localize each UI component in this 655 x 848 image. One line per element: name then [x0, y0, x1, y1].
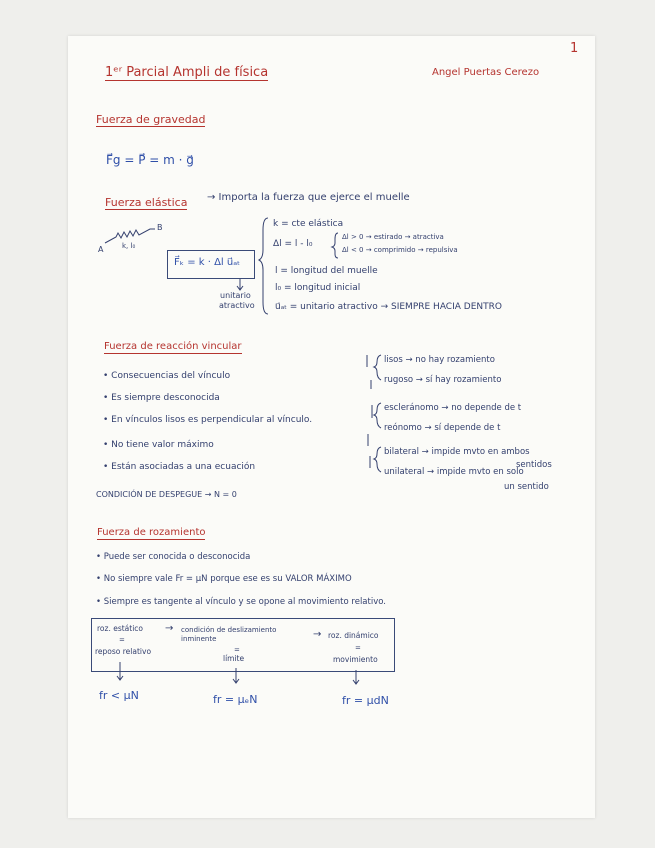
state-imminent-eq: = [234, 646, 240, 654]
type-bilateral: bilateral → impide mvto en ambos [384, 447, 530, 457]
state-imminent-bottom: límite [223, 654, 245, 663]
result-static: fr < μN [99, 689, 139, 702]
rozamiento-bullet-2: • No siempre vale Fr = μN porque ese es su VALOR MÁXIMO [96, 574, 352, 584]
arrow-2: → [313, 629, 322, 640]
def-l: l = longitud del muelle [275, 266, 378, 276]
def-unit-vector: u⃗ₐₜ = unitario atractivo → SIEMPRE HACIA DENTRO [275, 302, 502, 312]
state-dynamic-eq: = [355, 644, 361, 652]
state-static-top: roz. estático [97, 624, 144, 633]
arrow-1: → [165, 623, 174, 634]
def-k: k = cte elástica [273, 219, 344, 229]
state-static-eq: = [119, 636, 125, 644]
rozamiento-bullet-1: • Puede ser conocida o desconocida [96, 552, 251, 562]
type-bilateral-cont: sentidos [516, 460, 552, 470]
vincular-bullet-1: • Consecuencias del vínculo [103, 371, 231, 381]
vincular-bullet-4: • No tiene valor máximo [103, 440, 214, 450]
def-delta-positive: Δl > 0 → estirado → atractiva [342, 233, 444, 241]
type-unilateral-cont: un sentido [504, 482, 549, 492]
despegue-condition: CONDICIÓN DE DESPEGUE → N = 0 [96, 490, 237, 499]
type-unilateral: unilateral → impide mvto en solo [384, 467, 524, 477]
gravedad-formula: F⃗g = P⃗ = m · g⃗ [106, 153, 194, 167]
def-delta-negative: Δl < 0 → comprimido → repulsiva [342, 246, 458, 254]
rozamiento-bullet-3: • Siempre es tangente al vínculo y se opone al movimiento relativo. [96, 597, 386, 607]
vincular-bullet-2: • Es siempre desconocida [103, 393, 220, 403]
page-number: 1 [570, 41, 579, 56]
state-static-bottom: reposo relativo [95, 647, 152, 656]
vincular-bullet-3: • En vínculos lisos es perpendicular al vínculo. [103, 415, 313, 425]
elastic-formula: F⃗ₖ = k · Δl u⃗ₐₜ [174, 257, 241, 268]
vincular-bullet-5: • Están asociadas a una ecuación [103, 462, 256, 472]
def-delta-l: Δl = l - l₀ [273, 239, 313, 249]
page-title: 1ᵉʳ Parcial Ampli de física [105, 65, 269, 80]
spring-k-label: k, l₀ [122, 242, 136, 250]
section-rozamiento-heading: Fuerza de rozamiento [97, 527, 206, 538]
formula-note-unitario: unitario [220, 291, 251, 300]
state-dynamic-bottom: movimiento [333, 655, 378, 664]
spring-point-b: B [157, 223, 163, 232]
author-name: Angel Puertas Cerezo [432, 67, 540, 78]
type-rugoso: rugoso → sí hay rozamiento [384, 375, 502, 385]
type-reonomo: reónomo → sí depende de t [384, 423, 501, 433]
result-dynamic: fr = μdN [342, 694, 389, 707]
def-l0: l₀ = longitud inicial [275, 283, 361, 293]
type-escleronomo: escleránomo → no depende de t [384, 403, 522, 413]
section-gravedad-heading: Fuerza de gravedad [96, 113, 206, 126]
spring-point-a: A [98, 245, 104, 254]
type-lisos: lisos → no hay rozamiento [384, 355, 495, 365]
state-dynamic-top: roz. dinámico [328, 631, 379, 640]
state-imminent-top: condición de deslizamiento inminente [181, 626, 277, 644]
section-vincular-heading: Fuerza de reacción vincular [104, 341, 242, 352]
section-elastica-heading: Fuerza elástica [105, 196, 188, 209]
formula-note-atractivo: atractivo [219, 301, 255, 310]
elastica-note: → Importa la fuerza que ejerce el muelle [207, 192, 410, 203]
result-imminent: fr = μₑN [213, 693, 258, 706]
